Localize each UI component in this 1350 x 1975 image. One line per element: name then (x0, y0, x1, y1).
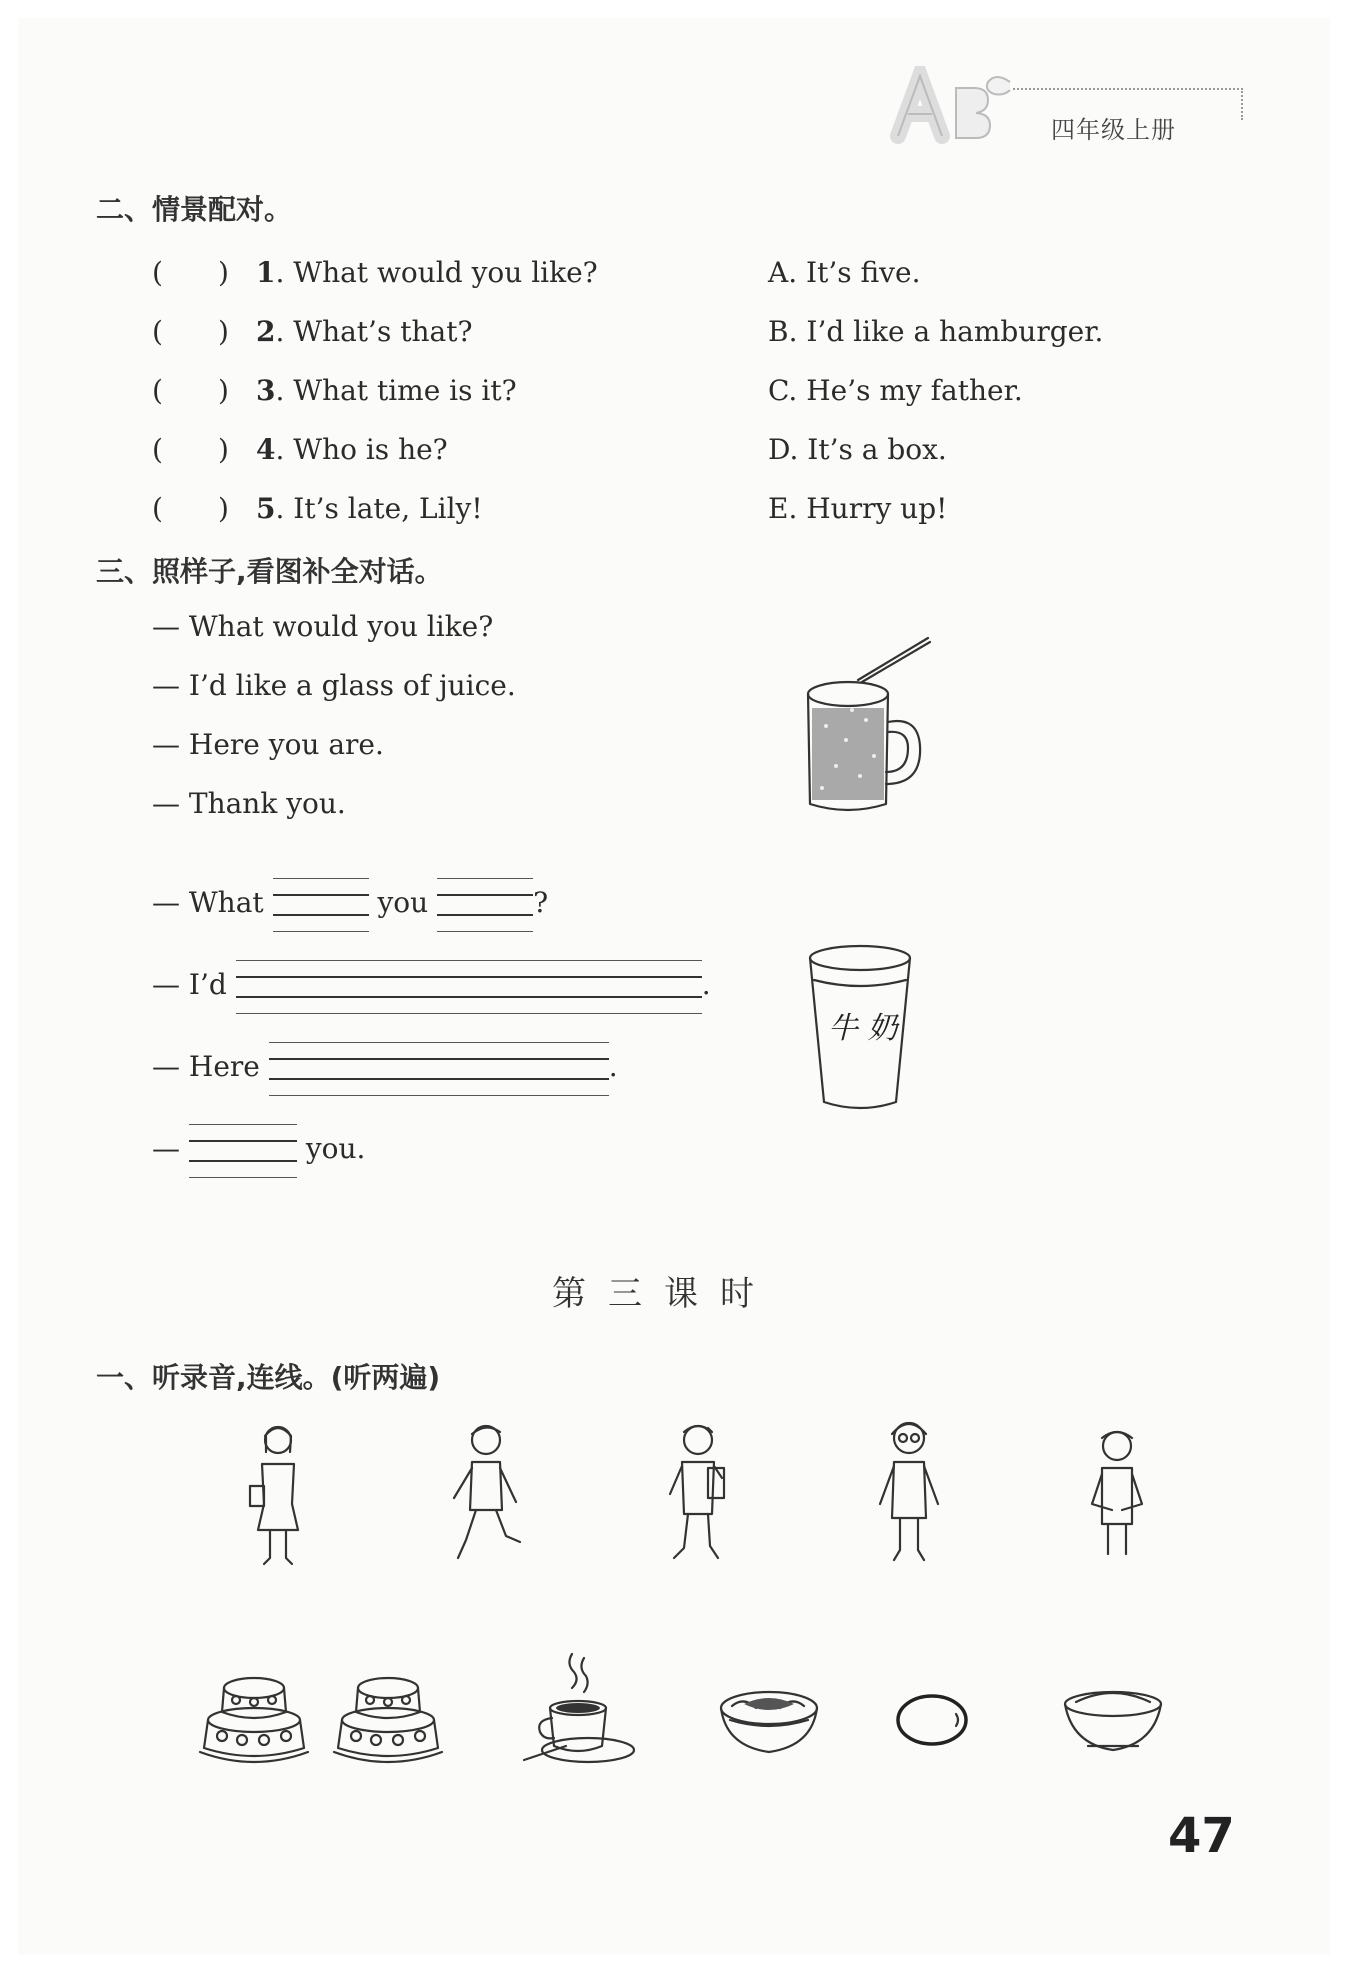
answer-option-e: E. Hurry up! (768, 492, 948, 525)
woman-figure-icon (238, 1418, 318, 1568)
workbook-page (18, 18, 1330, 1955)
egg-icon (892, 1690, 972, 1750)
fill-blank[interactable] (236, 976, 702, 998)
juice-glass-icon (796, 616, 936, 816)
answer-paren-close: ) (218, 374, 229, 407)
answer-option-c: C. He’s my father. (768, 374, 1023, 407)
answer-option-b: B. I’d like a hamburger. (768, 315, 1104, 348)
answer-paren-close: ) (218, 315, 229, 348)
abc-logo-icon (886, 66, 1016, 146)
listening-title: 一、听录音,连线。(听两遍) (96, 1361, 441, 1394)
answer-paren-close: ) (218, 256, 229, 289)
question-5: 5. It’s late, Lily! (256, 492, 483, 525)
section-3-title: 三、照样子,看图补全对话。 (96, 555, 443, 588)
answer-option-d: D. It’s a box. (768, 433, 947, 466)
milk-label: 牛 奶 (828, 1011, 898, 1046)
answer-paren-close: ) (218, 492, 229, 525)
cake-icon (326, 1668, 450, 1768)
example-line-1: — What would you like? (152, 610, 494, 643)
section-2-title: 二、情景配对。 (96, 193, 293, 226)
question-2: 2. What’s that? (256, 315, 473, 348)
lesson-title: 第三课时 (552, 1274, 776, 1314)
rice-bowl-icon (1058, 1682, 1168, 1762)
exercise-line-3: — Here . (152, 1050, 618, 1083)
answer-paren-open: ( (152, 433, 163, 466)
noodles-bowl-icon (714, 1680, 824, 1760)
answer-paren-open: ( (152, 256, 163, 289)
question-4: 4. Who is he? (256, 433, 448, 466)
example-line-2: — I’d like a glass of juice. (152, 669, 516, 702)
girl-with-glasses-figure-icon (864, 1414, 954, 1568)
exercise-line-4: — you. (152, 1132, 366, 1165)
running-boy-figure-icon (436, 1418, 536, 1568)
coffee-cup-icon (518, 1648, 638, 1772)
answer-paren-open: ( (152, 374, 163, 407)
fill-blank[interactable] (437, 894, 533, 916)
answer-paren-close: ) (218, 433, 229, 466)
fill-blank[interactable] (189, 1140, 297, 1162)
exercise-line-1: — What you ? (152, 886, 549, 919)
shy-boy-figure-icon (1072, 1424, 1162, 1568)
answer-paren-open: ( (152, 492, 163, 525)
grade-label: 四年级上册 (1051, 116, 1176, 144)
fill-blank[interactable] (269, 1058, 609, 1080)
example-line-3: — Here you are. (152, 728, 384, 761)
answer-paren-open: ( (152, 315, 163, 348)
boy-with-backpack-figure-icon (648, 1418, 748, 1568)
example-line-4: — Thank you. (152, 787, 346, 820)
page-number: 47 (1168, 1808, 1235, 1864)
exercise-line-2: — I’d . (152, 968, 711, 1001)
answer-option-a: A. It’s five. (768, 256, 921, 289)
fill-blank[interactable] (273, 894, 369, 916)
question-1: 1. What would you like? (256, 256, 598, 289)
cake-icon (192, 1668, 316, 1768)
question-3: 3. What time is it? (256, 374, 517, 407)
